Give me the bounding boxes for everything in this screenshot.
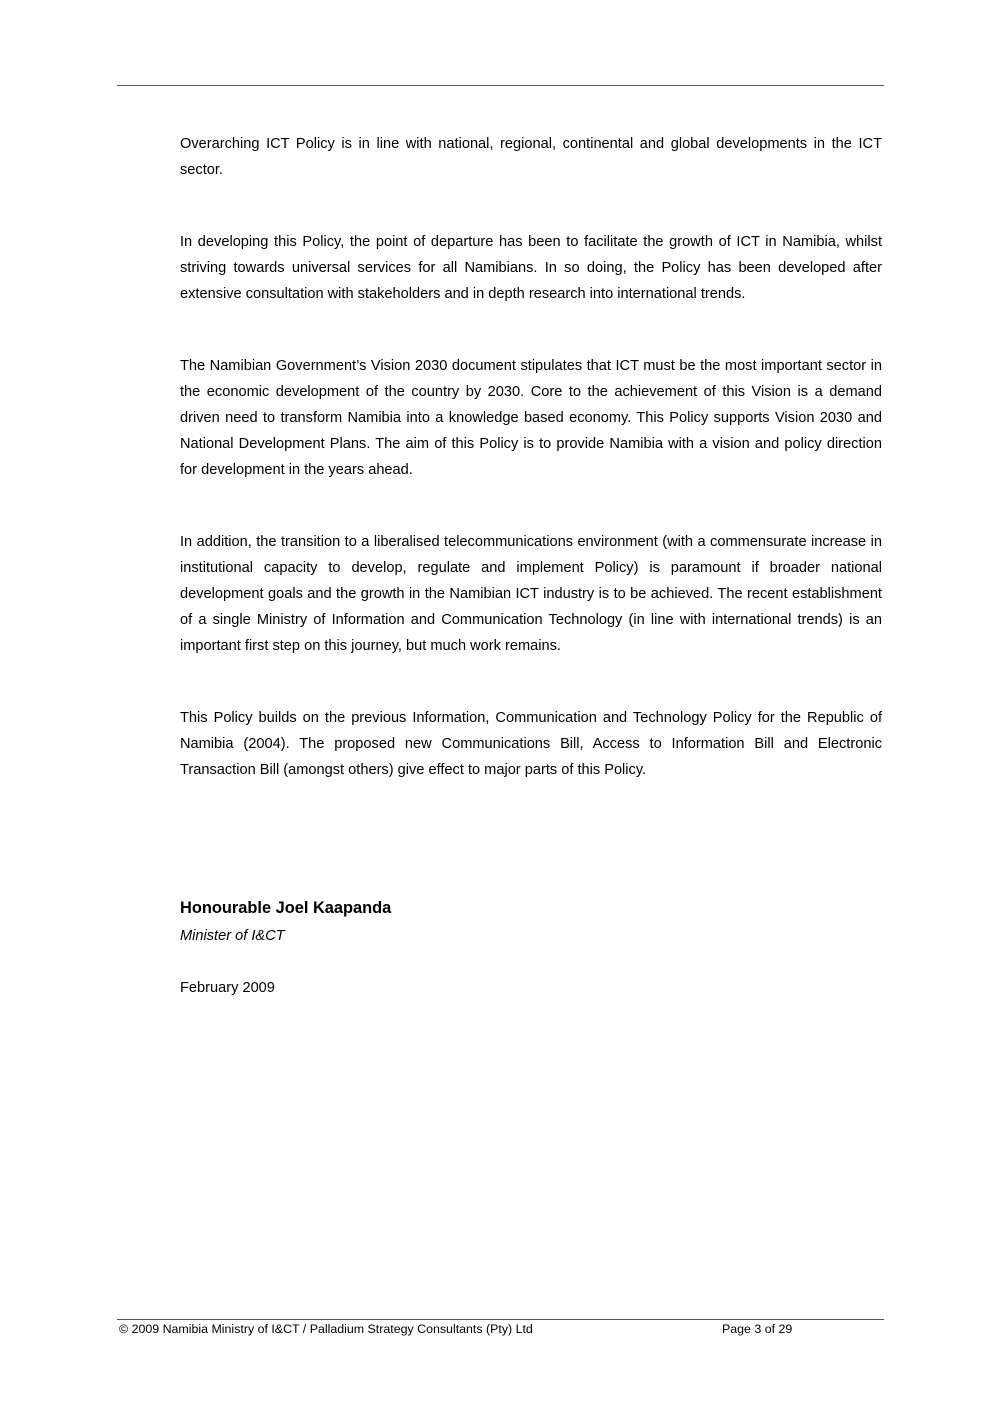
body-paragraph-2: In developing this Policy, the point of departure has been to facilitate the growth of ICT in Namibia, whilst striving towards universal services for all Namibians. In so doing, the Policy has been developed after extensive consultation with stakeholders and in depth research into international trends. — [180, 234, 882, 302]
body-paragraph-4: In addition, the transition to a liberalised telecommunications environment (with a commensurate increase in institutional capacity to develop, regulate and implement Policy) is paramount if broader national development goals and the growth in the Namibian ICT industry is to be achieved. The recent establishment of a single Ministry of Information and Communication Technology (in line with international trends) is an important first step on this journey, but much work remains. — [180, 534, 882, 654]
footer-divider — [117, 1319, 884, 1320]
footer-page-number: Page 3 of 29 — [722, 1322, 793, 1336]
body-paragraph-5: This Policy builds on the previous Information, Communication and Technology Policy for the Republic of Namibia (2004). The proposed new Communications Bill, Access to Information Bill and Electronic Transaction Bill (amongst others) give effect to major parts of this Policy. — [180, 710, 882, 778]
signatory-name: Honourable Joel Kaapanda — [180, 899, 392, 917]
footer-copyright: © 2009 Namibia Ministry of I&CT / Palladium Strategy Consultants (Pty) Ltd — [119, 1322, 533, 1336]
signature-date: February 2009 — [180, 980, 275, 996]
body-paragraph-3: The Namibian Government’s Vision 2030 document stipulates that ICT must be the most important sector in the economic development of the country by 2030. Core to the achievement of this Vision is a demand driven need to transform Namibia into a knowledge based economy. This Policy supports Vision 2030 and National Development Plans. The aim of this Policy is to provide Namibia with a vision and policy direction for development in the years ahead. — [180, 358, 882, 478]
signatory-title: Minister of I&CT — [180, 928, 285, 944]
document-body — [180, 131, 882, 783]
body-paragraph-1: Overarching ICT Policy is in line with national, regional, continental and global developments in the ICT sector. — [180, 136, 882, 178]
header-divider — [117, 85, 884, 86]
